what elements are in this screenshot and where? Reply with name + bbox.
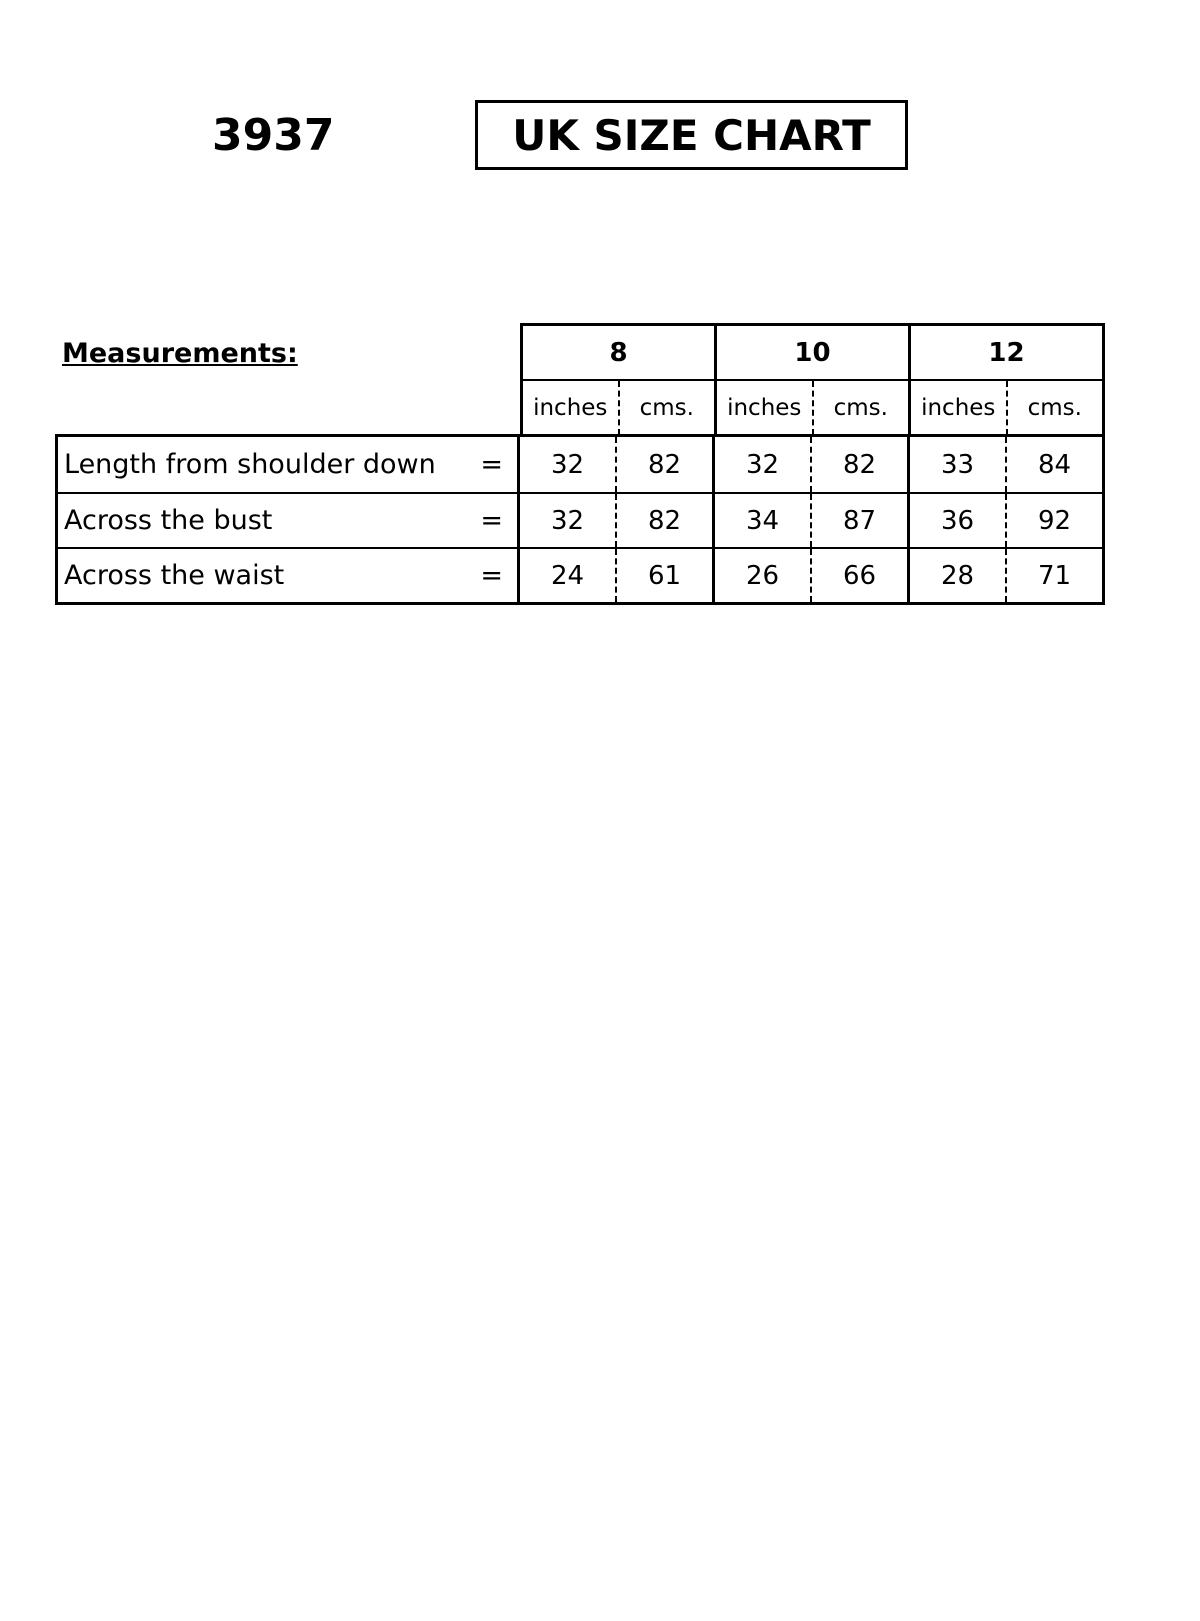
row-values	[520, 494, 1102, 547]
unit-inches-label: inches	[533, 395, 608, 421]
unit-row	[523, 381, 1102, 435]
value-cms: 61	[615, 549, 712, 602]
row-label-cell	[58, 549, 520, 602]
value-cms: 66	[810, 549, 907, 602]
unit-cms-label: cms.	[812, 381, 909, 435]
unit-inches-label: inches	[921, 395, 996, 421]
value-inches: 32	[745, 449, 780, 480]
size-12-header: 12	[908, 326, 1102, 379]
style-number: 3937	[212, 110, 335, 161]
value-cms: 87	[810, 494, 907, 547]
value-inches: 36	[940, 505, 975, 536]
value-inches: 33	[940, 449, 975, 480]
value-inches: 24	[550, 560, 585, 591]
value-cms: 84	[1005, 437, 1102, 492]
size-10-values	[712, 437, 907, 492]
unit-group-10	[714, 381, 908, 435]
row-label: Across the bust	[64, 505, 273, 536]
value-cms: 71	[1005, 549, 1102, 602]
size-10-header: 10	[714, 326, 908, 379]
value-inches: 32	[550, 449, 585, 480]
size-8-values	[520, 494, 712, 547]
value-inches: 32	[550, 505, 585, 536]
unit-cms-label: cms.	[618, 381, 715, 435]
value-cms: 82	[615, 494, 712, 547]
size-header	[520, 323, 1105, 435]
value-cms: 82	[810, 437, 907, 492]
size-row	[523, 326, 1102, 381]
table-row-waist	[58, 547, 1102, 602]
unit-inches-label: inches	[727, 395, 802, 421]
value-cms: 82	[615, 437, 712, 492]
row-values	[520, 437, 1102, 492]
size-10-values	[712, 549, 907, 602]
equals-sign: =	[480, 560, 503, 591]
unit-group-12	[908, 381, 1102, 435]
unit-group-8	[523, 381, 714, 435]
row-label-cell	[58, 437, 520, 492]
row-label-cell	[58, 494, 520, 547]
value-inches: 26	[745, 560, 780, 591]
unit-cms-label: cms.	[1006, 381, 1103, 435]
page-title: UK SIZE CHART	[512, 110, 871, 160]
size-8-header: 8	[609, 337, 628, 368]
row-values	[520, 549, 1102, 602]
size-8-values	[520, 549, 712, 602]
title-box	[475, 100, 908, 170]
table-row-length	[58, 437, 1102, 492]
size-8-values	[520, 437, 712, 492]
value-inches: 34	[745, 505, 780, 536]
row-label: Length from shoulder down	[64, 449, 436, 480]
equals-sign: =	[480, 505, 503, 536]
size-12-values	[907, 437, 1102, 492]
equals-sign: =	[480, 449, 503, 480]
size-12-values	[907, 494, 1102, 547]
table-row-bust	[58, 492, 1102, 547]
size-10-values	[712, 494, 907, 547]
row-label: Across the waist	[64, 560, 285, 591]
value-inches: 28	[940, 560, 975, 591]
measurements-table	[55, 434, 1105, 605]
size-12-values	[907, 549, 1102, 602]
value-cms: 92	[1005, 494, 1102, 547]
measurements-label: Measurements:	[62, 338, 298, 369]
